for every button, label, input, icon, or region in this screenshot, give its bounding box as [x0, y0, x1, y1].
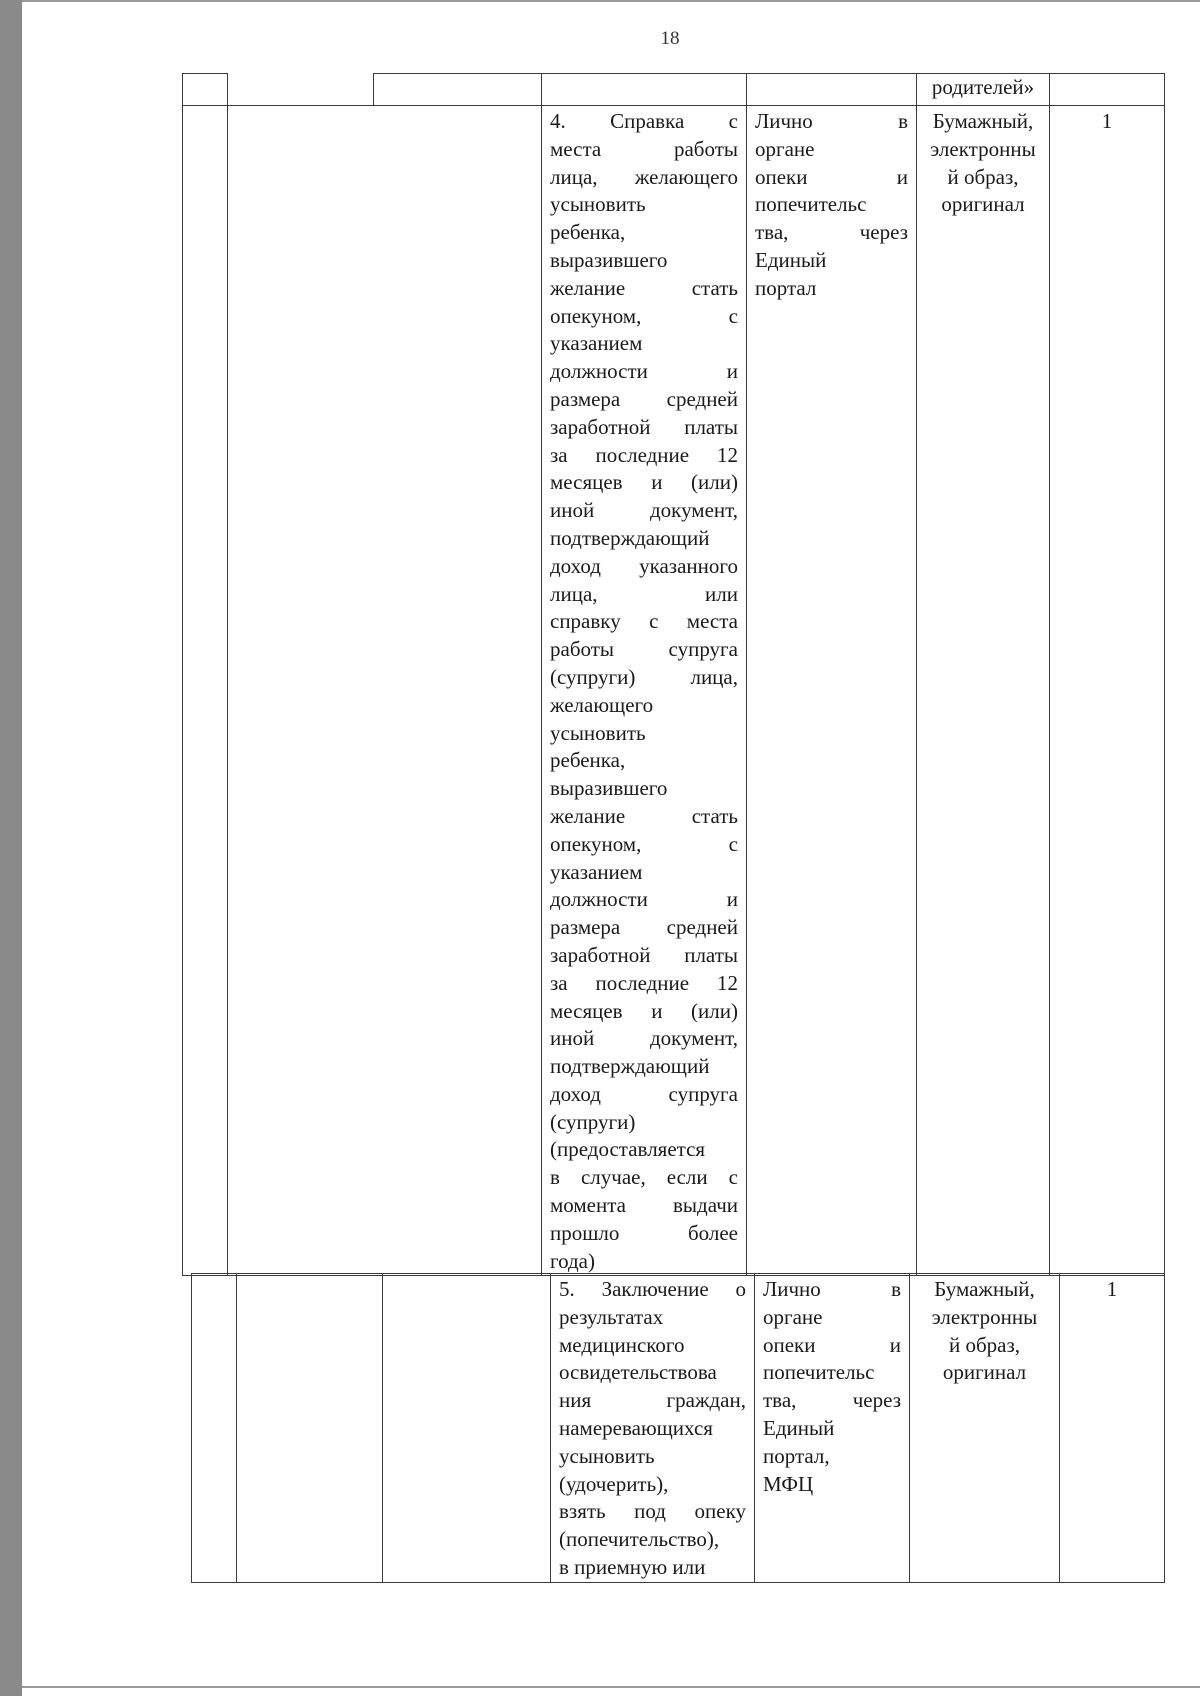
cell-empty — [183, 74, 228, 106]
cell-text-line: момента выдачи — [550, 1193, 738, 1218]
cell-text-line: указанием — [550, 859, 643, 884]
cell-empty — [374, 106, 542, 1276]
cell-text-line: выразившего — [550, 247, 668, 272]
document-name-text — [550, 108, 738, 1275]
document-table-top — [182, 73, 1165, 1276]
cell-empty — [1050, 74, 1165, 106]
document-form-text — [918, 1276, 1051, 1387]
cell-text-line: Единый — [755, 247, 827, 272]
cell-text-line: МФЦ — [763, 1471, 814, 1496]
document-name-text — [559, 1276, 746, 1582]
cell-text-line: й образ, — [948, 1332, 1021, 1357]
cell-text-line: лица, или — [550, 581, 738, 606]
cell-text-line: попечительс — [755, 192, 867, 217]
cell-text-line: 4. Справка с — [550, 109, 738, 133]
cell-empty — [228, 74, 374, 106]
cell-text-line: опеки и — [755, 164, 908, 189]
table-row — [183, 106, 1165, 1276]
cell-text-line: ребенка, — [550, 220, 626, 245]
cell-text-line: размера средней — [550, 386, 738, 411]
cell-text-line: усыновить — [550, 720, 646, 745]
cell-text-line: тва, через — [763, 1388, 901, 1413]
document-form-cell — [910, 1274, 1060, 1583]
cell-text-line: иной документ, — [550, 498, 738, 523]
cell-text-line: подтверждающий — [550, 1054, 710, 1079]
cell-text-line: ния граждан, — [559, 1388, 746, 1413]
cell-text-line: в приемную или — [559, 1554, 706, 1579]
cell-text-line: прошло более — [550, 1220, 738, 1245]
cell-text-line: портал, — [763, 1443, 830, 1468]
cell-text-line: заработной платы — [550, 942, 738, 967]
cell-empty — [383, 1274, 551, 1583]
cell-empty — [192, 1274, 237, 1583]
cell-text-line: органе — [763, 1304, 823, 1329]
cell-text-line: лица, желающего — [550, 164, 738, 189]
cell-text-line: портал — [755, 275, 817, 300]
document-count-cell: 1 — [1050, 106, 1165, 1276]
cell-text-line: желание стать — [550, 803, 738, 828]
cell-text-line: месяцев и (или) — [550, 998, 738, 1023]
cell-text-line: электронны — [930, 136, 1036, 161]
table-row-header — [183, 74, 1165, 106]
cell-text-line: опекуном, с — [550, 303, 738, 328]
submission-method-cell — [755, 1274, 910, 1583]
cell-text-line: доход супруга — [550, 1081, 738, 1106]
cell-text-line: Лично в — [763, 1277, 901, 1301]
cell-text-line: оригинал — [941, 192, 1025, 217]
cell-text-line: указанием — [550, 331, 643, 356]
scan-left-margin — [0, 0, 22, 1696]
cell-text-line: размера средней — [550, 915, 738, 940]
cell-text-line: Лично в — [755, 109, 908, 133]
cell-empty — [237, 1274, 383, 1583]
document-table-bottom — [191, 1273, 1165, 1583]
cell-text-line: за последние 12 — [550, 442, 738, 467]
cell-text-line: опекуном, с — [550, 831, 738, 856]
cell-text-line: попечительс — [763, 1360, 875, 1385]
cell-empty — [747, 74, 917, 106]
cell-text-line: иной документ, — [550, 1026, 738, 1051]
cell-empty — [542, 74, 747, 106]
cell-text-line: органе — [755, 136, 815, 161]
cell-text-line: электронны — [931, 1304, 1038, 1329]
document-form-text — [925, 108, 1041, 219]
cell-text-line: (супруги) лица, — [550, 664, 738, 689]
cell-text-line: взять под опеку — [559, 1499, 746, 1524]
cell-text-line: усыновить — [559, 1443, 655, 1468]
cell-text-line: (супруги) — [550, 1109, 636, 1134]
cell-text-line: за последние 12 — [550, 970, 738, 995]
scan-bottom-edge — [22, 1686, 1200, 1688]
cell-text-line: ребенка, — [550, 748, 626, 773]
cell-text-line: подтверждающий — [550, 525, 710, 550]
cell-text-line: места работы — [550, 136, 738, 161]
cell-text-line: опеки и — [763, 1332, 901, 1357]
cell-text-line: желающего — [550, 692, 654, 717]
cell-text-line: усыновить — [550, 192, 646, 217]
cell-text-line: (удочерить), — [559, 1471, 669, 1496]
cell-text-line: Бумажный, — [934, 1277, 1035, 1301]
cell-text-line: оригинал — [942, 1360, 1027, 1385]
cell-text-line: Единый — [763, 1415, 835, 1440]
submission-method-text — [755, 108, 908, 303]
page-number: 18 — [660, 28, 680, 49]
scan-top-edge — [22, 0, 1200, 2]
cell-text-line: желание стать — [550, 275, 738, 300]
cell-text-line: (попечительство), — [559, 1527, 720, 1552]
cell-text-line: должности и — [550, 887, 738, 912]
cell-text-line: й образ, — [947, 164, 1019, 189]
cell-text-line: (предоставляется — [550, 1137, 706, 1162]
submission-method-cell — [747, 106, 917, 1276]
cell-text-line: медицинского — [559, 1332, 685, 1357]
cell-text-line: освидетельствова — [559, 1360, 717, 1385]
cell-text-line: в случае, если с — [550, 1165, 738, 1190]
cell-text-line: результатах — [559, 1304, 664, 1329]
cell-text-line: тва, через — [755, 220, 908, 245]
cell-text-line: Бумажный, — [932, 109, 1034, 133]
cell-text-line: месяцев и (или) — [550, 470, 738, 495]
document-count-cell: 1 — [1060, 1274, 1165, 1583]
document-form-cell — [917, 106, 1050, 1276]
cell-text-line: намеревающихся — [559, 1415, 713, 1440]
table-row — [192, 1274, 1165, 1583]
cell-text-line: должности и — [550, 359, 738, 384]
cell-text-line: справку с места — [550, 609, 738, 634]
cell-text-line: заработной платы — [550, 414, 738, 439]
cell-empty — [228, 106, 374, 1276]
header-cell-parents: родителей» — [917, 74, 1050, 106]
cell-empty — [183, 106, 228, 1276]
cell-text-line: выразившего — [550, 776, 668, 801]
cell-empty — [374, 74, 542, 106]
document-name-cell — [542, 106, 747, 1276]
cell-text-line: работы супруга — [550, 637, 738, 662]
cell-text-line: 5. Заключение о — [559, 1277, 746, 1301]
submission-method-text — [763, 1276, 901, 1498]
cell-text-line: года) — [550, 1248, 595, 1273]
document-name-cell — [551, 1274, 755, 1583]
cell-text-line: доход указанного — [550, 553, 738, 578]
